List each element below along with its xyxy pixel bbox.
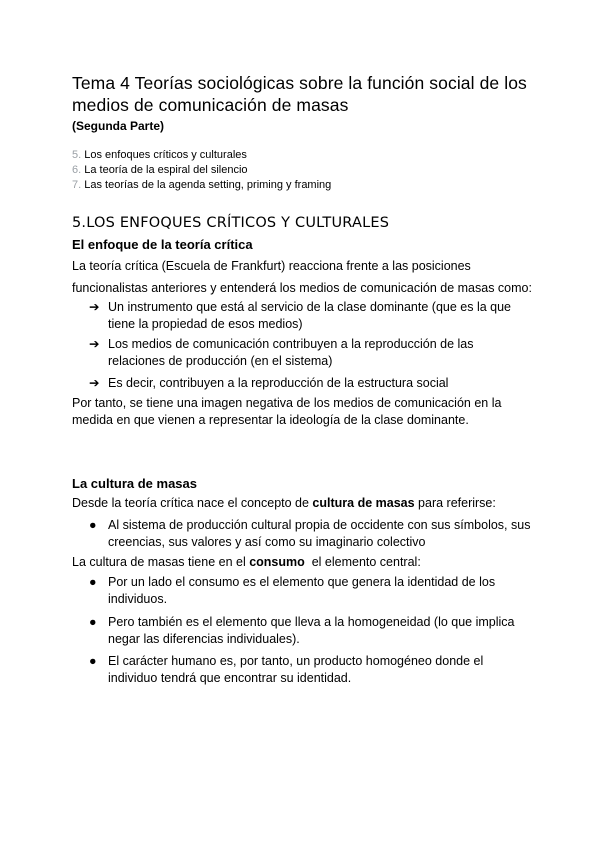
toc-item-5[interactable] <box>72 149 247 162</box>
teoria-critica-intro-line1: La teoría crítica (Escuela de Frankfurt) reacciona frente a las posiciones <box>72 259 471 273</box>
toc-number: 7. <box>72 179 82 191</box>
intro-text: Desde la teoría crítica nace el concepto de <box>72 496 313 510</box>
consumo-item-3: El carácter humano es, por tanto, un producto homogéneo donde el individuo tendrá que encontrar su identidad. <box>108 654 484 685</box>
teoria-critica-item-2: Los medios de comunicación contribuyen a la reproducción de las relaciones de producción (en el sistema) <box>108 337 474 368</box>
section-5-heading: 5.LOS ENFOQUES CRÍTICOS Y CULTURALES <box>72 215 390 231</box>
document-title: Tema 4 Teorías sociológicas sobre la función social de los medios de comunicación de masas <box>72 73 527 115</box>
toc-item-7[interactable] <box>72 179 331 192</box>
intro-text-end: para referirse: <box>414 496 496 510</box>
toc-label: Los enfoques críticos y culturales <box>84 149 247 161</box>
teoria-critica-conclusion: Por tanto, se tiene una imagen negativa de los medios de comunicación en la medida en que vienen a representar la ideología de la clase dominante. <box>72 396 502 427</box>
document-subtitle: (Segunda Parte) <box>72 119 165 133</box>
teoria-critica-item-1: Un instrumento que está al servicio de la clase dominante (que es la que tiene la propiedad de esos medios) <box>108 300 512 331</box>
cultura-masas-item-1: Al sistema de producción cultural propia de occidente con sus símbolos, sus creencias, sus valores y así como su imaginario colectivo <box>108 518 531 549</box>
bullet-icon: ● <box>89 518 97 532</box>
toc-number: 6. <box>72 164 82 176</box>
consumo-item-2: Pero también es el elemento que lleva a la homogeneidad (lo que implica negar las diferencias individuales). <box>108 615 515 646</box>
consumo-text-end: el elemento central: <box>304 555 421 569</box>
cultura-masas-heading: La cultura de masas <box>72 476 197 491</box>
consumo-text: La cultura de masas tiene en el <box>72 555 250 569</box>
intro-bold-term: cultura de masas <box>312 496 415 510</box>
toc-number: 5. <box>72 149 82 161</box>
arrow-bullet-icon: ➔ <box>89 376 100 390</box>
consumo-bold-term: consumo <box>249 555 305 569</box>
teoria-critica-intro-line2: funcionalistas anteriores y entenderá los medios de comunicación de masas como: <box>72 281 532 295</box>
arrow-bullet-icon: ➔ <box>89 337 100 351</box>
toc-item-6[interactable] <box>72 164 248 177</box>
teoria-critica-item-3: Es decir, contribuyen a la reproducción de la estructura social <box>108 376 449 390</box>
cultura-masas-intro <box>72 495 532 512</box>
consumo-intro <box>72 554 532 571</box>
toc-label: La teoría de la espiral del silencio <box>84 164 248 176</box>
bullet-icon: ● <box>89 615 97 629</box>
bullet-icon: ● <box>89 654 97 668</box>
arrow-bullet-icon: ➔ <box>89 300 100 314</box>
teoria-critica-heading: El enfoque de la teoría crítica <box>72 237 253 252</box>
toc-label: Las teorías de la agenda setting, priming y framing <box>84 179 332 191</box>
bullet-icon: ● <box>89 575 97 589</box>
consumo-item-1: Por un lado el consumo es el elemento que genera la identidad de los individuos. <box>108 575 496 606</box>
